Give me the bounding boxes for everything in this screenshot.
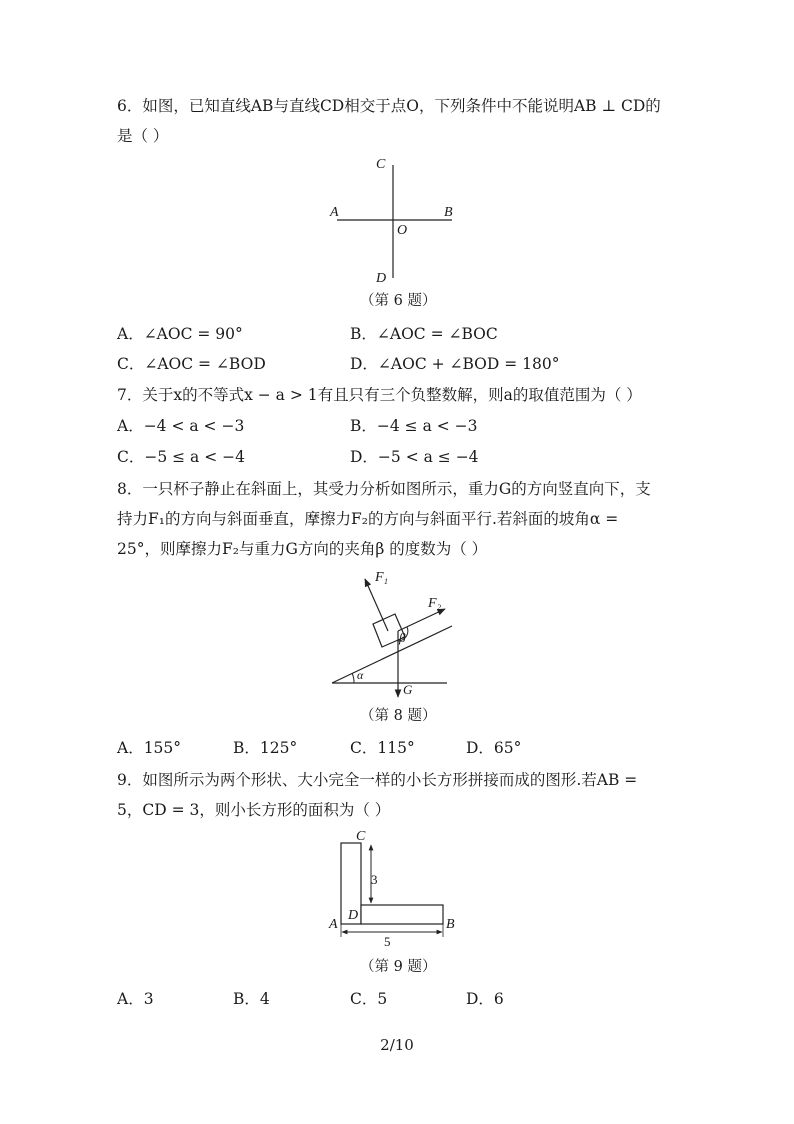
q6-option-b[interactable]: B．∠AOC = ∠BOC — [350, 325, 498, 343]
q6-option-c[interactable]: C．∠AOC = ∠BOD — [117, 355, 266, 373]
q9-caption: （第 9 题） — [360, 959, 437, 975]
q9-option-d[interactable]: D．6 — [466, 990, 504, 1008]
q6-option-a[interactable]: A．∠AOC = 90° — [117, 325, 243, 343]
q9-stem-line1: 9．如图所示为两个形状、大小完全一样的小长方形拼接而成的图形.若AB = — [117, 771, 638, 789]
q9-label-a: A — [329, 917, 338, 932]
q8-arrow-f2 — [398, 609, 445, 631]
q8-option-a[interactable]: A．155° — [117, 739, 182, 757]
q9-label-three: 3 — [371, 872, 378, 887]
q9-label-c: C — [356, 829, 366, 844]
q7-option-d[interactable]: D．−5 < a ≤ −4 — [350, 448, 479, 466]
q6-label-a: A — [330, 205, 339, 220]
q9-horizontal-rect — [361, 905, 443, 924]
q8-label-beta: β — [399, 630, 406, 645]
q7-stem-line1: 7．关于x的不等式x − a > 1有且只有三个负整数解，则a的取值范围为（ ） — [117, 386, 642, 404]
q9-stem-line2: 5，CD = 3，则小长方形的面积为（ ） — [117, 801, 391, 819]
q8-stem-line1: 8．一只杯子静止在斜面上，其受力分析如图所示，重力G的方向竖直向下，支 — [117, 480, 651, 498]
q6-caption: （第 6 题） — [360, 293, 437, 309]
q6-label-o: O — [397, 223, 408, 238]
q6-label-b: B — [444, 205, 453, 220]
q7-option-a[interactable]: A．−4 < a < −3 — [117, 417, 245, 435]
q8-option-c[interactable]: C．115° — [350, 739, 415, 757]
q8-label-alpha: α — [357, 668, 364, 682]
q8-stem-line2: 持力F₁的方向与斜面垂直，摩擦力F₂的方向与斜面平行.若斜面的坡角α = — [117, 510, 619, 528]
q7-option-b[interactable]: B．−4 ≤ a < −3 — [350, 417, 478, 435]
q9-option-c[interactable]: C．5 — [350, 990, 388, 1008]
q6-stem-line1: 6．如图，已知直线AB与直线CD相交于点O，下列条件中不能说明AB ⊥ CD的 — [117, 97, 661, 115]
q7-option-c[interactable]: C．−5 ≤ a < −4 — [117, 448, 245, 466]
q8-label-f2-sub: 2 — [437, 603, 441, 612]
q8-caption: （第 8 题） — [360, 708, 437, 724]
page-number: 2/10 — [380, 1036, 414, 1054]
q6-stem-line2: 是（ ） — [117, 127, 169, 145]
q9-figure — [320, 825, 470, 955]
q6-label-d: D — [376, 271, 387, 286]
q9-option-b[interactable]: B．4 — [233, 990, 270, 1008]
q6-label-c: C — [376, 157, 386, 172]
q8-stem-line3: 25°，则摩擦力F₂与重力G方向的夹角β 的度数为（ ） — [117, 540, 488, 558]
q8-label-g: G — [403, 682, 413, 697]
q6-option-d[interactable]: D．∠AOC + ∠BOD = 180° — [350, 355, 560, 373]
q6-figure — [320, 150, 470, 290]
q9-label-d: D — [348, 908, 359, 923]
q8-figure — [320, 565, 460, 700]
q8-option-b[interactable]: B．125° — [233, 739, 298, 757]
q8-option-d[interactable]: D．65° — [466, 739, 522, 757]
q8-label-f1: F — [375, 570, 384, 585]
q9-label-b: B — [446, 917, 455, 932]
q8-alpha-arc — [352, 673, 354, 683]
q8-label-f1-sub: 1 — [384, 577, 388, 586]
q9-label-five: 5 — [384, 934, 391, 949]
q9-option-a[interactable]: A．3 — [117, 990, 154, 1008]
q8-label-f2: F — [428, 596, 437, 611]
